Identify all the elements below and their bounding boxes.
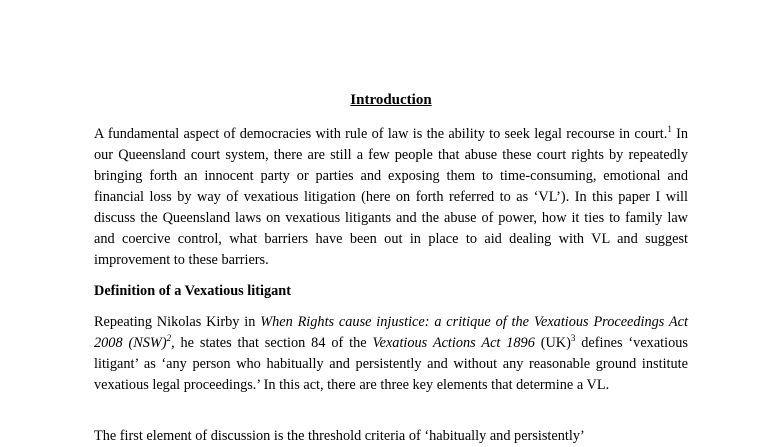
footnote-ref-1[interactable]: 1 (667, 124, 672, 135)
section-heading: Definition of a Vexatious litigant (94, 283, 291, 299)
next-paragraph: The first element of discussion is the threshold criteria of ‘habitually and persistently’ (94, 428, 585, 444)
definition-text-4: defines ‘vexatious litigant’ as ‘any person who habitually and persistently and without any reasonable ground institute vexatious legal proceedings.’ In this act, there are three key elements that determine a VL. (94, 335, 688, 393)
definition-text-2: , he states that section 84 of the (171, 335, 373, 351)
page-title: Introduction (350, 92, 432, 108)
intro-text-2: In our Queensland court system, there are still a few people that abuse these court rights by repeatedly bringing forth an innocent party or parties and exposing them to time-consuming, emotional and financial loss by way of vexatious litigation (here on forth referred to as ‘VL’). In this paper I will discuss the Queensland laws on vexatious litigants and the abuse of power, how it ties to family law and coercive control, what barriers have been out in place to aid dealing with VL and suggest improvement to these barriers. (94, 126, 688, 268)
cited-work-title: When Rights cause injustice: a critique of the Vexatious Proceedings Act 2008 (NSW) (94, 314, 688, 351)
definition-text-3: (UK) (534, 335, 571, 351)
definition-paragraph (94, 312, 688, 396)
cited-act-title: Vexatious Actions Act 1896 (372, 335, 535, 351)
intro-paragraph (94, 124, 688, 271)
intro-text-1: A fundamental aspect of democracies with rule of law is the ability to seek legal recourse in court. (94, 126, 668, 142)
footnote-ref-3[interactable]: 3 (570, 333, 576, 344)
definition-text-1: Repeating Nikolas Kirby in (94, 314, 261, 330)
footnote-ref-2[interactable]: 2 (166, 333, 172, 344)
